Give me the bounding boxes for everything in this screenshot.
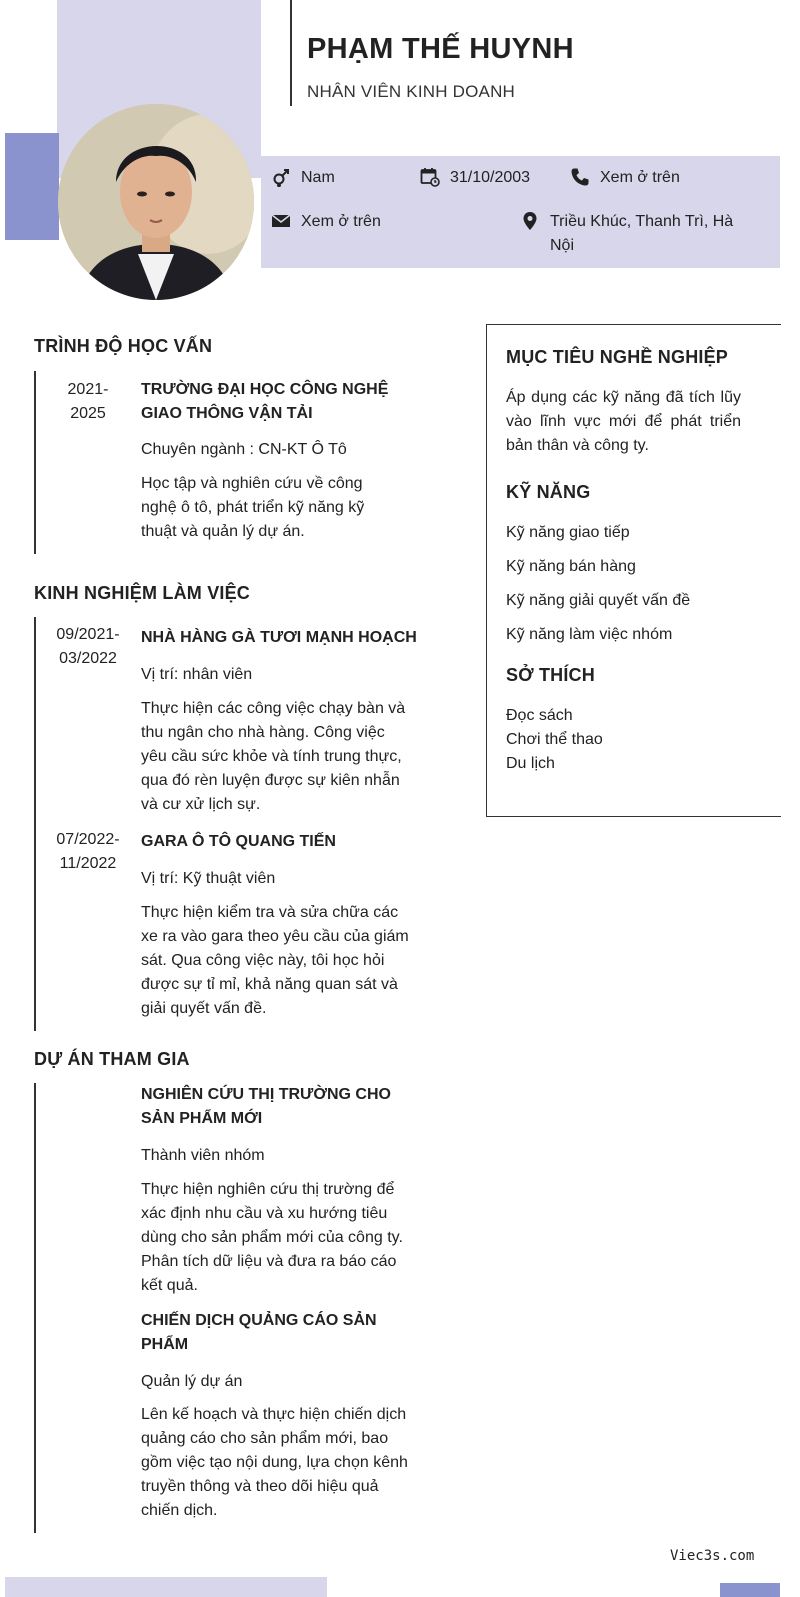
candidate-name: PHẠM THẾ HUYNH — [307, 33, 574, 65]
gender-item — [271, 166, 335, 190]
avatar — [58, 104, 254, 300]
header-divider — [290, 0, 292, 106]
education-date: 2021- 2025 — [67, 381, 109, 422]
hobby-item: Chơi thể thao — [506, 731, 603, 748]
hobby-item: Đọc sách — [506, 707, 573, 724]
calendar-icon — [420, 167, 440, 187]
objective-heading: MỤC TIÊU NGHỀ NGHIỆP — [506, 347, 729, 367]
portrait-illustration — [58, 104, 254, 300]
hobbies-heading: SỞ THÍCH — [506, 665, 595, 685]
decor-lavender-bar-bottom — [5, 1577, 327, 1597]
email-item — [271, 210, 381, 234]
education-heading: TRÌNH ĐỘ HỌC VẤN — [34, 336, 213, 356]
skill-item: Kỹ năng làm việc nhóm — [506, 626, 673, 643]
objective-text: Áp dụng các kỹ năng đã tích lũy vào lĩnh vực mới để phát triển bản thân và công ty. — [506, 389, 741, 454]
projects-heading: DỰ ÁN THAM GIA — [34, 1049, 190, 1069]
location-pin-icon — [520, 211, 540, 231]
project-description-2: Lên kế hoạch và thực hiện chiến dịch quảng cáo cho sản phẩm mới, bao gồm việc tạo nội dung, lựa chọn kênh truyền thông và theo dõi hiệu quả chiến dịch. — [141, 1406, 408, 1519]
decor-blue-bar-bottom-right — [720, 1583, 780, 1597]
skill-item: Kỹ năng giải quyết vấn đề — [506, 592, 691, 609]
education-description: Học tập và nghiên cứu về công nghệ ô tô, phát triển kỹ năng kỹ thuật và quản lý dự án. — [141, 475, 365, 540]
job-title: NHÂN VIÊN KINH DOANH — [307, 82, 516, 101]
project-description-1: Thực hiện nghiên cứu thị trường để xác định nhu cầu và xu hướng tiêu dùng cho sản phẩm mới của công ty. Phân tích dữ liệu và đưa ra báo cáo kết quả. — [141, 1181, 403, 1294]
experience-description-2: Thực hiện kiểm tra và sửa chữa các xe ra vào gara theo yêu cầu của giám sát. Qua công việc này, tôi học hỏi được sự tỉ mỉ, khả năng quan sát và giải quyết vấn đề. — [141, 904, 409, 1017]
project-title-2: CHIẾN DỊCH QUẢNG CÁO SẢN PHẨM — [141, 1312, 377, 1353]
birthday-value: 31/10/2003 — [450, 169, 531, 186]
address-item — [520, 210, 750, 258]
phone-icon — [570, 167, 590, 187]
hobby-item: Du lịch — [506, 755, 555, 772]
education-school: TRƯỜNG ĐẠI HỌC CÔNG NGHỆ GIAO THÔNG VẬN TẢI — [141, 381, 389, 422]
gender-icon — [271, 167, 291, 187]
gender-value: Nam — [301, 169, 335, 186]
skill-item: Kỹ năng giao tiếp — [506, 524, 630, 541]
experience-date-2: 07/2022- 11/2022 — [56, 831, 120, 872]
email-value: Xem ở trên — [301, 213, 381, 230]
phone-value: Xem ở trên — [600, 169, 680, 186]
phone-item — [570, 166, 680, 190]
experience-position-1: Vị trí: nhân viên — [141, 666, 253, 683]
experience-description-1: Thực hiện các công việc chạy bàn và thu ngân cho nhà hàng. Công việc yêu cầu sức khỏe và tính trung thực, qua đó rèn luyện được sự kiên nhẫn và cư xử lịch sự. — [141, 700, 406, 813]
skill-item: Kỹ năng bán hàng — [506, 558, 636, 575]
right-sidebar-box — [486, 324, 781, 817]
email-icon — [271, 211, 291, 231]
experience-company-2: GARA Ô TÔ QUANG TIẾN — [141, 833, 336, 850]
project-role-2: Quản lý dự án — [141, 1373, 243, 1390]
project-role-1: Thành viên nhóm — [141, 1147, 265, 1164]
watermark: Viec3s.com — [670, 1548, 755, 1564]
address-value: Triều Khúc, Thanh Trì, Hà Nội — [550, 213, 734, 254]
project-title-1: NGHIÊN CỨU THỊ TRƯỜNG CHO SẢN PHẨM MỚI — [141, 1086, 391, 1127]
skills-heading: KỸ NĂNG — [506, 482, 591, 502]
experience-heading: KINH NGHIỆM LÀM VIỆC — [34, 583, 251, 603]
education-major: Chuyên ngành : CN-KT Ô Tô — [141, 441, 347, 458]
experience-position-2: Vị trí: Kỹ thuật viên — [141, 870, 276, 887]
birthday-item — [420, 166, 530, 190]
experience-date-1: 09/2021- 03/2022 — [56, 626, 120, 667]
personal-info-panel — [261, 156, 780, 268]
experience-company-1: NHÀ HÀNG GÀ TƯƠI MẠNH HOẠCH — [141, 629, 417, 646]
decor-blue-block-left — [5, 133, 59, 240]
